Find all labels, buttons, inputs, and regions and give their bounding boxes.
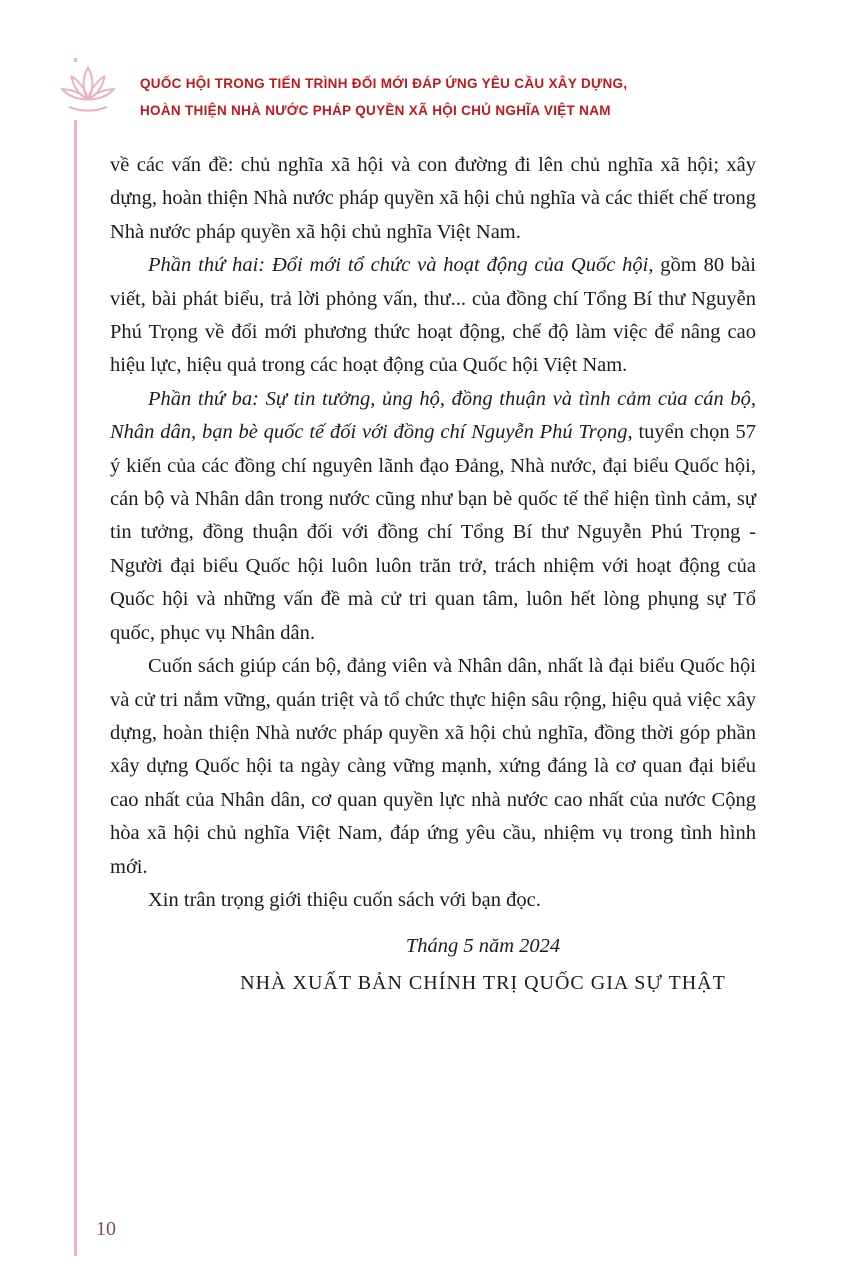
left-accent-rule [74, 58, 77, 1256]
paragraph-2 [110, 249, 756, 383]
publisher-line: NHÀ XUẤT BẢN CHÍNH TRỊ QUỐC GIA SỰ THẬT [240, 971, 726, 994]
page-number: 10 [96, 1218, 116, 1240]
running-head-line1: QUỐC HỘI TRONG TIẾN TRÌNH ĐỔI MỚI ĐÁP ỨNG YÊU CẦU XÂY DỰNG, [140, 76, 628, 91]
body-text [110, 149, 756, 1000]
running-head [140, 70, 760, 124]
lotus-logo-icon [56, 62, 120, 120]
signature-block [210, 930, 756, 1000]
paragraph-5: Xin trân trọng giới thiệu cuốn sách với bạn đọc. [148, 888, 541, 911]
paragraph-2-text: gồm 80 bài viết, bài phát biểu, trả lời phỏng vấn, thư... của đồng chí Tổng Bí thư Nguyễn Phú Trọng về đổi mới phương thức hoạt động, chế độ làm việc để nâng cao hiệu lực, hiệu quả trong các hoạt động của Quốc hội Việt Nam. [110, 254, 756, 377]
paragraph-1: về các vấn đề: chủ nghĩa xã hội và con đường đi lên chủ nghĩa xã hội; xây dựng, hoàn thiện Nhà nước pháp quyền xã hội chủ nghĩa và các thiết chế trong Nhà nước pháp quyền xã hội chủ nghĩa Việt Nam. [110, 154, 756, 243]
paragraph-3-lead-italic: Phần thứ ba: Sự tin tưởng, ủng hộ, đồng thuận và tình cảm của cán bộ, Nhân dân, bạn bè quốc tế đối với đồng chí Nguyễn Phú Trọng, [110, 387, 756, 444]
date-line: Tháng 5 năm 2024 [405, 935, 561, 958]
running-head-line2: HOÀN THIỆN NHÀ NƯỚC PHÁP QUYỀN XÃ HỘI CHỦ NGHĨA VIỆT NAM [140, 103, 611, 118]
paragraph-2-lead-italic: Phần thứ hai: Đổi mới tổ chức và hoạt động của Quốc hội, [148, 254, 654, 277]
paragraph-3-text: tuyển chọn 57 ý kiến của các đồng chí nguyên lãnh đạo Đảng, Nhà nước, đại biểu Quốc hội, cán bộ và Nhân dân trong nước cũng như bạn bè quốc tế thể hiện tình cảm, sự tin tưởng, đồng thuận đối với đồng chí Tổng Bí thư Nguyễn Phú Trọng - Người đại biểu Quốc hội luôn luôn trăn trở, trách nhiệm với hoạt động của Quốc hội và những vấn đề mà cử tri quan tâm, luôn hết lòng phụng sự Tổ quốc, phục vụ Nhân dân. [110, 421, 756, 644]
paragraph-3 [110, 383, 756, 650]
paragraph-4: Cuốn sách giúp cán bộ, đảng viên và Nhân dân, nhất là đại biểu Quốc hội và cử tri nắm vững, quán triệt và tổ chức thực hiện sâu rộng, hiệu quả việc xây dựng, hoàn thiện Nhà nước pháp quyền xã hội chủ nghĩa, đồng thời góp phần xây dựng Quốc hội ta ngày càng vững mạnh, xứng đáng là cơ quan đại biểu cao nhất của Nhân dân, cơ quan quyền lực nhà nước cao nhất của nước Cộng hòa xã hội chủ nghĩa Việt Nam, đáp ứng yêu cầu, nhiệm vụ trong tình hình mới. [110, 655, 756, 878]
